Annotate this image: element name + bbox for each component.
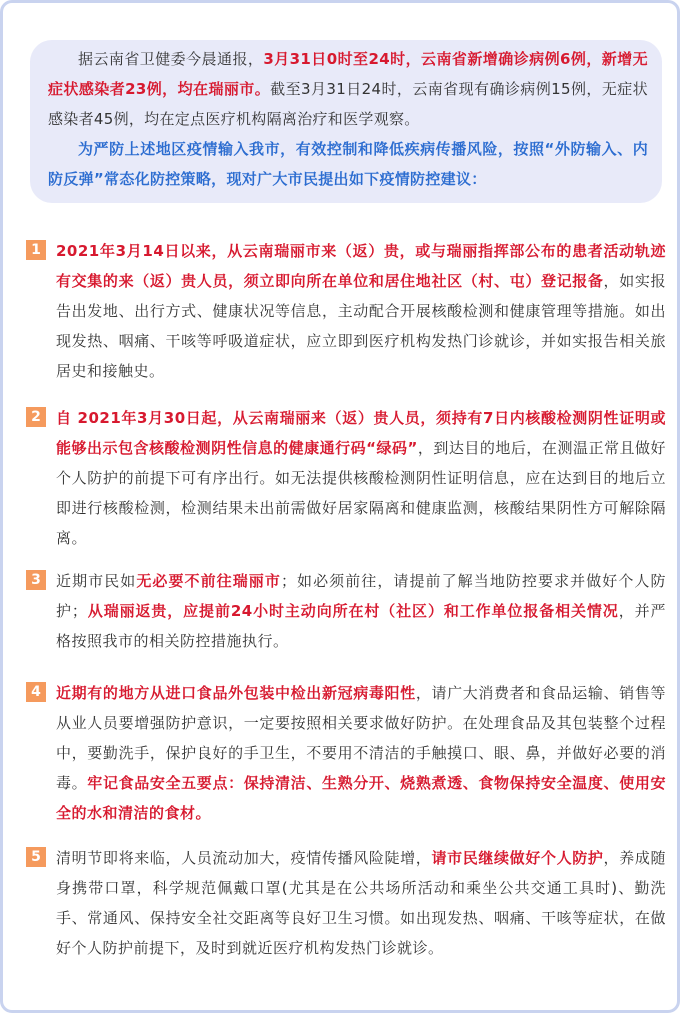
intro-report-lead: 据云南省卫健委今晨通报， (78, 50, 264, 68)
item-body: ，到达目的地后，在测温正常且做好个人防护的前提下可有序出行。如无法提供核酸检测阴性证明信息，应在达到目的地后立即进行核酸检测，检测结果未出前需做好居家隔离和健康监测，核酸结果阴性方可解除隔离。 (56, 439, 666, 547)
item-body: 近期市民如 (56, 572, 137, 590)
item-text (56, 678, 666, 828)
item-highlight: 无必要不前往瑞丽市 (136, 572, 281, 590)
item-body: ，并严格按照我市的相关防控措施执行。 (56, 602, 666, 650)
intro-paragraph-report (48, 44, 648, 134)
intro-paragraph-proposal: 为严防上述地区疫情输入我市，有效控制和降低疾病传播风险，按照“外防输入、内防反弹”常态化防控策略，现对广大市民提出如下疫情防控建议： (48, 140, 648, 188)
item-number-badge: 2 (26, 407, 46, 427)
item-number-badge: 1 (26, 240, 46, 260)
item-number-badge: 5 (26, 847, 46, 867)
intro-report-status: 截至3月31日24时，云南省现有确诊病例15例，无症状感染者45例，均在定点医疗机构隔离治疗和医学观察。 (48, 80, 648, 128)
item-highlight: 牢记食品安全五要点：保持清洁、生熟分开、烧熟煮透、食物保持安全温度、使用安全的水和清洁的食材。 (56, 774, 666, 822)
item-body: ，如实报告出发地、出行方式、健康状况等信息，主动配合开展核酸检测和健康管理等措施。如出现发热、咽痛、干咳等呼吸道症状，应立即到医疗机构发热门诊就诊，并如实报告相关旅居史和接触史。 (56, 272, 666, 380)
item-body: ；如必须前往，请提前了解当地防控要求并做好个人防护； (56, 572, 666, 620)
item-text (56, 403, 666, 553)
advice-item-2 (26, 403, 666, 553)
item-highlight: 近期有的地方从进口食品外包装中检出新冠病毒阳性 (56, 684, 416, 702)
item-highlight: 从瑞丽返贵，应提前24小时主动向所在村（社区）和工作单位报备相关情况 (87, 602, 619, 620)
item-body: ，养成随身携带口罩，科学规范佩戴口罩(尤其是在公共场所活动和乘坐公共交通工具时)、勤洗手、常通风、保持安全社交距离等良好卫生习惯。如出现发热、咽痛、干咳等症状，在做好个人防护前提下，及时到就近医疗机构发热门诊就诊。 (56, 849, 666, 957)
intro-bubble (30, 40, 662, 203)
item-highlight: 请市民继续做好个人防护 (431, 849, 604, 867)
item-text (56, 566, 666, 656)
item-highlight: 自 2021年3月30日起，从云南瑞丽来（返）贵人员，须持有7日内核酸检测阴性证明或能够出示包含核酸检测阴性信息的健康通行码“绿码” (56, 409, 666, 457)
item-body: 清明节即将来临，人员流动加大，疫情传播风险陡增， (56, 849, 432, 867)
intro-report-highlight: 3月31日0时至24时，云南省新增确诊病例6例，新增无症状感染者23例，均在瑞丽市。 (48, 50, 648, 98)
advice-item-4 (26, 678, 666, 828)
advice-item-1 (26, 236, 666, 386)
item-number-badge: 3 (26, 570, 46, 590)
item-text (56, 843, 666, 963)
item-text (56, 236, 666, 386)
advice-item-5 (26, 843, 666, 963)
item-number-badge: 4 (26, 682, 46, 702)
item-body: ，请广大消费者和食品运输、销售等从业人员要增强防护意识，一定要按照相关要求做好防护。在处理食品及其包装整个过程中，要勤洗手，保护良好的手卫生，不要用不清洁的手触摸口、眼、鼻，并做好必要的消毒。 (56, 684, 666, 792)
advice-item-3 (26, 566, 666, 656)
item-highlight: 2021年3月14日以来，从云南瑞丽市来（返）贵，或与瑞丽指挥部公布的患者活动轨迹有交集的来（返）贵人员，须立即向所在单位和居住地社区（村、屯）登记报备 (56, 242, 666, 290)
